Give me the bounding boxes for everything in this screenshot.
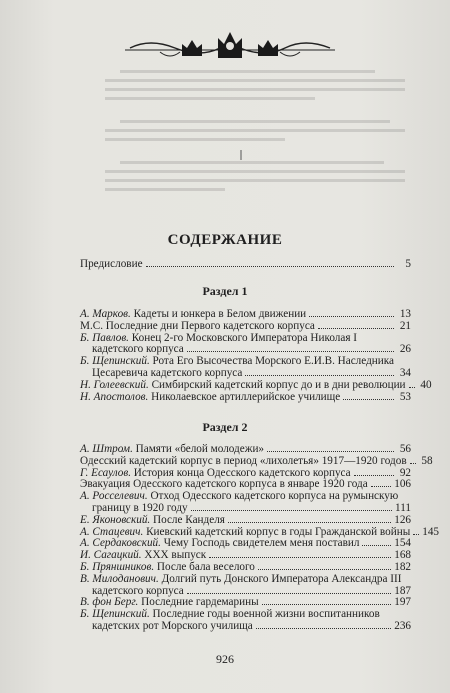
toc-page-number: 168: [394, 549, 411, 562]
toc-entry-title: Долгий путь Донского Императора Александра III: [161, 572, 402, 585]
toc-page-number: 187: [394, 584, 411, 597]
bleed-through-mark: [240, 150, 242, 160]
toc-entry[interactable]: [80, 609, 411, 633]
toc-entry-title: Памяти «белой молодежи»: [135, 443, 265, 455]
toc-entry[interactable]: [80, 392, 411, 404]
dot-leader: [362, 545, 391, 546]
toc-entry-title: границу в 1920 году: [92, 501, 188, 514]
toc-entry-title: После бала веселого: [156, 560, 255, 573]
dot-leader: [409, 387, 415, 388]
toc-page-number: 58: [421, 454, 433, 467]
toc-page-number: 40: [420, 378, 432, 391]
toc-entry-title: Чему Господь свидетелем меня поставил: [163, 537, 360, 550]
toc-entry-author: Б. Щепинский.: [80, 608, 150, 621]
toc-page-number: 34: [399, 366, 411, 379]
toc-entry-author: А. Сердаковский.: [80, 537, 161, 550]
toc-entry-author: Н. Апостолов.: [80, 390, 149, 403]
dot-leader: [187, 351, 394, 352]
toc-entry-author: И. Сагацкий.: [80, 549, 142, 562]
toc-entry[interactable]: [80, 333, 411, 357]
toc-page-number: 92: [399, 466, 411, 479]
dot-leader: [187, 593, 391, 594]
toc-entry-title: Одесский кадетский корпус в период «лихолетья» 1917—1920 годов: [80, 454, 407, 467]
toc-entry[interactable]: [80, 491, 411, 515]
dot-leader: [267, 451, 394, 452]
toc-page-number: 56: [399, 443, 411, 455]
toc-page-number: 106: [394, 478, 411, 491]
dot-leader: [410, 463, 416, 464]
dot-leader: [191, 510, 392, 511]
toc-entry-author: А. Стацевич.: [80, 525, 144, 538]
dot-leader: [262, 604, 392, 605]
toc-entry-author: А. Марков.: [80, 308, 131, 320]
toc-entry-title: Киевский кадетский корпус в годы Гражданской войны: [146, 525, 411, 538]
section-2-heading: Раздел 2: [202, 420, 248, 434]
toc-entry-title: Цесаревича кадетского корпуса: [92, 366, 243, 379]
toc-entry-title: кадетских рот Морского училища: [92, 619, 253, 632]
toc-entry-preface[interactable]: [80, 259, 411, 271]
toc-page-number: 236: [394, 619, 411, 632]
toc-entry-title: Рота Его Высочества Морского Е.И.В. Наследника: [152, 355, 394, 368]
toc-entry-author: А. Росселевич.: [80, 490, 148, 503]
toc-entry-title: Отход Одесского кадетского корпуса на румынскую: [150, 490, 399, 503]
section-2-entries: [80, 443, 440, 633]
toc-page-number: 145: [422, 525, 440, 538]
toc-entry-author: А. Штром.: [80, 443, 133, 455]
page-number: 926: [216, 652, 234, 666]
toc-entry-title: кадетского корпуса: [92, 343, 184, 356]
toc-page-number: 53: [399, 390, 411, 403]
toc-entry-title: Последние гардемарины: [141, 596, 259, 609]
toc-page-number: 5: [405, 258, 411, 270]
dot-leader: [343, 399, 394, 400]
toc-page-number: 197: [394, 596, 411, 609]
toc-page-number: 182: [394, 560, 411, 573]
dot-leader: [256, 628, 391, 629]
toc-page-number: 126: [394, 513, 411, 526]
toc-entry-title: Эвакуация Одесского кадетского корпуса в январе 1920 года: [80, 478, 368, 491]
toc-entry-author: Б. Щепинский.: [80, 355, 150, 368]
toc-entry-author: Б. Павлов.: [80, 331, 129, 344]
dot-leader: [309, 316, 394, 317]
toc-page-number: 13: [399, 308, 411, 320]
toc-entry-title: Николаевское артиллерийское училище: [151, 390, 341, 403]
bleed-through-text: [105, 70, 405, 220]
toc-entry-title: М.С. Последние дни Первого кадетского корпуса: [80, 319, 315, 332]
toc-entry[interactable]: [80, 356, 411, 380]
dot-leader: [413, 534, 419, 535]
toc-page-number: 26: [399, 343, 411, 356]
toc-entry-author: Н. Голеевский.: [80, 378, 149, 391]
dot-leader: [146, 266, 394, 267]
dot-leader: [318, 328, 394, 329]
toc-entry-title: Симбирский кадетский корпус до и в дни революции: [151, 378, 406, 391]
toc-entry-author: Б. Пряншников.: [80, 560, 155, 573]
dot-leader: [371, 486, 392, 487]
toc-entry-title: Конец 2-го Московского Императора Николая I: [131, 331, 358, 344]
toc-page-number: 111: [395, 501, 411, 514]
toc-entry-author: Г. Есаулов.: [80, 466, 131, 479]
toc-entry-author: В. фон Берг.: [80, 596, 139, 609]
toc-entry-title: История конца Одесского кадетского корпуса: [133, 466, 351, 479]
toc-entry-title: Предисловие: [80, 258, 143, 270]
toc-page-number: 154: [394, 537, 411, 550]
toc-page-number: 21: [399, 319, 411, 332]
dot-leader: [228, 522, 391, 523]
toc-entry-title: XXX выпуск: [144, 549, 207, 562]
toc-entry-title: Последние годы военной жизни воспитанников: [152, 608, 380, 621]
toc-entry-author: Е. Яконовский.: [80, 513, 151, 526]
dot-leader: [245, 375, 394, 376]
dot-leader: [209, 557, 391, 558]
toc-entry-title: кадетского корпуса: [92, 584, 184, 597]
toc-entry-author: В. Милоданович.: [80, 572, 159, 585]
contents-heading: СОДЕРЖАНИЕ: [167, 232, 283, 248]
section-1-entries: [80, 308, 432, 403]
crown-ornament-icon: [120, 26, 340, 66]
toc-entry-title: После Канделя: [153, 513, 225, 526]
dot-leader: [354, 475, 394, 476]
toc-entry[interactable]: [80, 574, 411, 598]
section-1-heading: Раздел 1: [202, 284, 248, 298]
dot-leader: [258, 569, 391, 570]
toc-entry-title: Кадеты и юнкера в Белом движении: [133, 308, 307, 320]
